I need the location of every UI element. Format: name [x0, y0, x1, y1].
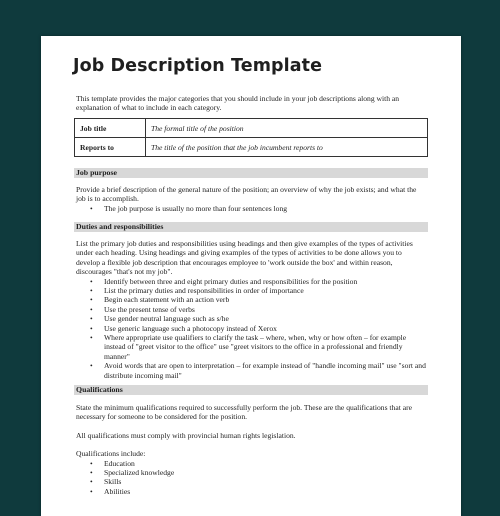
section-heading-qualifications: Qualifications — [74, 385, 428, 395]
job-title-label: Job title — [75, 119, 146, 138]
list-item: • Use the present tense of verbs — [104, 305, 426, 314]
duties-section — [76, 239, 426, 380]
list-item: • Use gender neutral language such as s/he — [104, 314, 426, 323]
list-item: • Abilities — [104, 487, 426, 496]
qualifications-section — [76, 403, 426, 496]
duties-text: List the primary job duties and responsibilities using headings and then give examples of the types of activities under each heading. Using headings and giving examples of the types of activities to be done allows you to develop a flexible job description that encourages employee to 'work outside the box' and within reason, discourages "that's not my job". — [76, 239, 413, 277]
list-item: • Where appropriate use qualifiers to clarify the task – where, when, why or how often – for example instead of "greet visitor to the office" use "greet visitors to the office in a professional and friendly manner" — [104, 333, 426, 361]
qualifications-list — [76, 459, 426, 497]
qualifications-compliance-text: All qualifications must comply with provincial human rights legislation. — [76, 430, 296, 440]
duties-list — [76, 277, 426, 380]
qualifications-list-label: Qualifications include: — [76, 449, 146, 459]
list-item: • Specialized knowledge — [104, 468, 426, 477]
reports-to-value: The title of the position that the job incumbent reports to — [146, 138, 428, 157]
job-purpose-section — [76, 185, 426, 213]
list-item: • Use generic language such a photocopy instead of Xerox — [104, 324, 426, 333]
job-meta-table — [74, 118, 428, 157]
list-item: • Avoid words that are open to interpretation – for example instead of "handle incoming mail" use "sort and distribute incoming mail" — [104, 361, 426, 380]
list-item: • Begin each statement with an action verb — [104, 295, 426, 304]
job-purpose-text: Provide a brief description of the general nature of the position; an overview of why the job exists; and what the job is to accomplish. — [76, 185, 417, 204]
section-heading-job-purpose: Job purpose — [74, 168, 428, 178]
job-title-value: The formal title of the position — [146, 119, 428, 138]
list-item: • Skills — [104, 477, 426, 486]
intro-text: This template provides the major categories that you should include in your job descriptions along with an explanation of what to include in each category. — [76, 94, 400, 113]
table-row — [75, 138, 428, 157]
job-purpose-list — [76, 204, 426, 213]
table-row — [75, 119, 428, 138]
document-title: Job Description Template — [73, 56, 323, 76]
list-item: • Education — [104, 459, 426, 468]
reports-to-label: Reports to — [75, 138, 146, 157]
document-page — [41, 36, 461, 516]
qualifications-text: State the minimum qualifications required to successfully perform the job. These are the qualifications that are necessary for someone to be considered for the position. — [76, 403, 412, 422]
list-item: • The job purpose is usually no more than four sentences long — [104, 204, 426, 213]
section-heading-duties: Duties and responsibilities — [74, 222, 428, 232]
list-item: • Identify between three and eight primary duties and responsibilities for the position — [104, 277, 426, 286]
list-item: • List the primary duties and responsibilities in order of importance — [104, 286, 426, 295]
